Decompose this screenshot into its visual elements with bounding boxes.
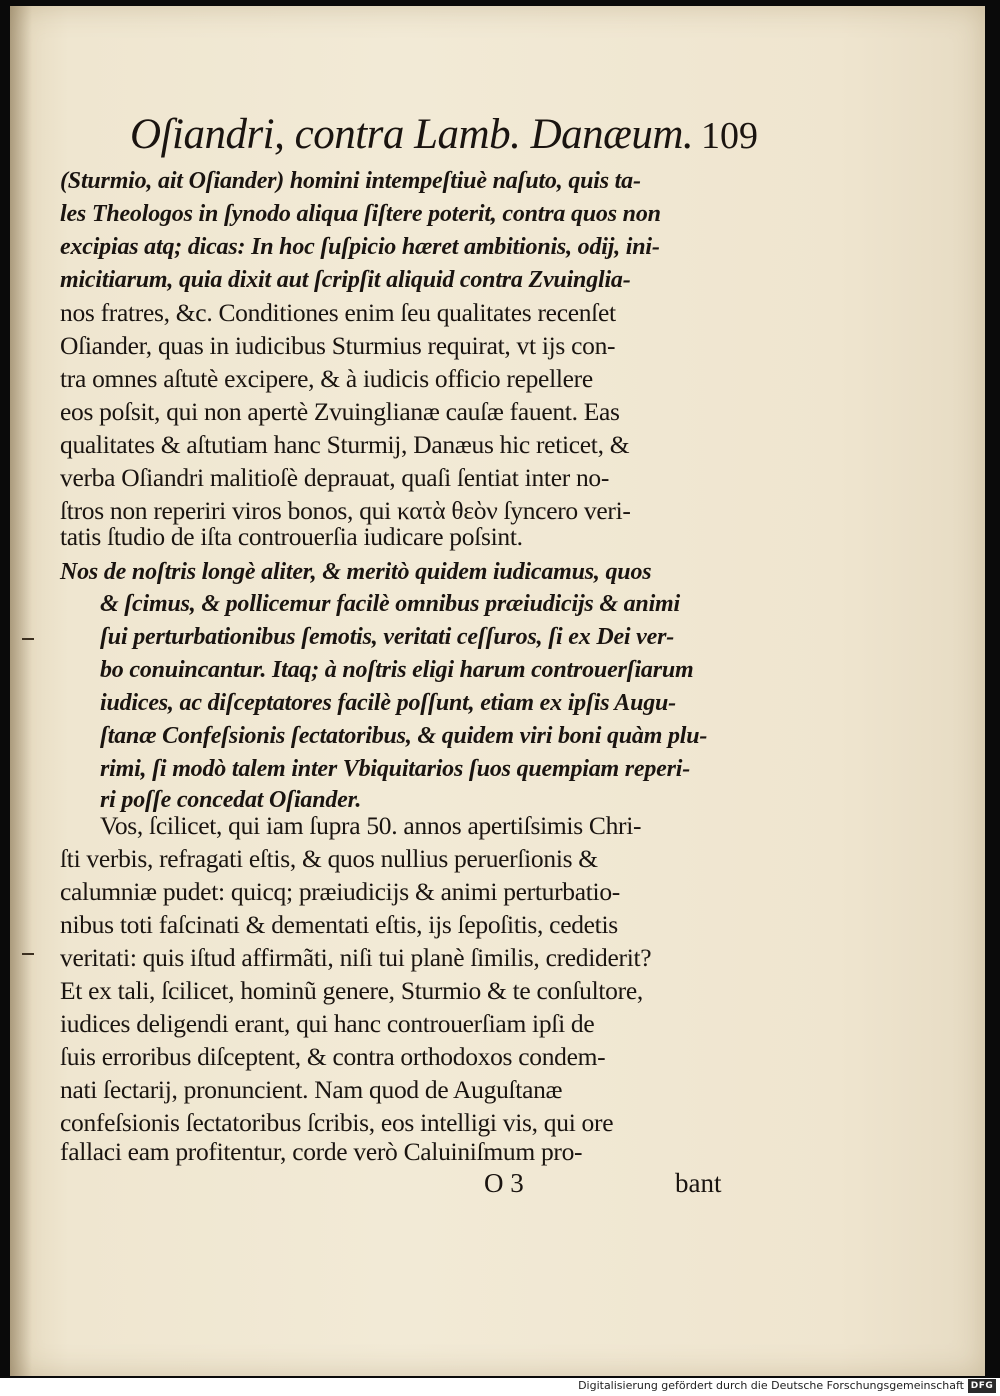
margin-mark	[22, 953, 34, 955]
text-line: ſtanæ Confeſsionis ſectatoribus, & quidem viri boni quàm plu-	[100, 723, 708, 749]
text-line: eos poſsit, qui non apertè Zvuinglianæ cauſæ fauent. Eas	[60, 397, 620, 426]
text-line: excipias atq; dicas: In hoc ſuſpicio hæret ambitionis, odij, ini-	[60, 234, 660, 260]
text-line: iudices deligendi erant, qui hanc controuerſiam ipſi de	[60, 1009, 595, 1038]
text-line: & ſcimus, & pollicemur facilè omnibus præiudicijs & animi	[100, 591, 680, 617]
digitization-credit: Digitalisierung gefördert durch die Deutsche Forschungsgemeinschaft	[578, 1379, 964, 1392]
text-line: bo conuincantur. Itaq; à noſtris eligi harum controuerſiarum	[100, 657, 694, 683]
text-line: verba Oſiandri malitioſè deprauat, quaſi ſentiat inter no-	[60, 463, 610, 492]
running-head: Oſiandri, contra Lamb. Danæum.	[130, 111, 694, 158]
signature-mark: O 3	[484, 1168, 524, 1198]
text-line: micitiarum, quia dixit aut ſcripſit aliquid contra Zvuinglia-	[60, 267, 631, 293]
page-header	[118, 110, 758, 166]
margin-mark	[22, 638, 34, 640]
page-number: 109	[701, 115, 758, 157]
book-page	[10, 6, 985, 1376]
text-line: confeſsionis ſectatoribus ſcribis, eos intelligi vis, qui ore	[60, 1108, 614, 1137]
text-line: nos fratres, &c. Conditiones enim ſeu qualitates recenſet	[60, 298, 616, 327]
text-line: veritati: quis iſtud affirmãti, niſi tui planè ſimilis, crediderit?	[60, 943, 652, 972]
text-line: nati ſectarij, pronuncient. Nam quod de Auguſtanæ	[60, 1075, 563, 1104]
text-line: Et ex tali, ſcilicet, hominũ genere, Sturmio & te conſultore,	[60, 976, 643, 1005]
text-line: tra omnes aſtutè excipere, & à iudicis officio repellere	[60, 364, 593, 393]
text-line: ſtros non reperiri viros bonos, qui κατὰ θεὸν ſyncero veri-	[60, 496, 631, 525]
text-line: ſti verbis, refragati eſtis, & quos nullius peruerſionis &	[60, 844, 598, 873]
text-line: Nos de noſtris longè aliter, & meritò quidem iudicamus, quos	[60, 559, 652, 585]
text-line: iudices, ac diſceptatores facilè poſſunt, etiam ex ipſis Augu-	[100, 690, 676, 716]
dfg-logo: DFG	[968, 1379, 996, 1393]
text-line: ſuis erroribus diſceptent, & contra orthodoxos condem-	[60, 1042, 606, 1071]
text-line: (Sturmio, ait Oſiander) homini intempeſtiuè naſuto, quis ta-	[60, 168, 641, 194]
text-line: ri poſſe concedat Oſiander.	[100, 787, 362, 813]
text-line: Oſiander, quas in iudicibus Sturmius requirat, vt ijs con-	[60, 331, 616, 360]
text-line: fallaci eam profitentur, corde verò Caluiniſmum pro-	[60, 1137, 583, 1166]
text-line: tatis ſtudio de iſta controuerſia iudicare poſsint.	[60, 522, 523, 551]
text-line: qualitates & aſtutiam hanc Sturmij, Danæus hic reticet, &	[60, 430, 630, 459]
text-line: calumniæ pudet: quicq; præiudicijs & animi perturbatio-	[60, 877, 620, 906]
text-line: les Theologos in ſynodo aliqua ſiſtere poterit, contra quos non	[60, 201, 661, 227]
text-line: Vos, ſcilicet, qui iam ſupra 50. annos apertiſsimis Chri-	[100, 811, 642, 840]
text-line: nibus toti faſcinati & dementati eſtis, ijs ſepoſitis, cedetis	[60, 910, 618, 939]
text-line: rimi, ſi modò talem inter Vbiquitarios ſuos quempiam reperi-	[100, 756, 691, 782]
catchword: bant	[675, 1168, 722, 1198]
text-line: ſui perturbationibus ſemotis, veritati ceſſuros, ſi ex Dei ver-	[100, 624, 675, 650]
